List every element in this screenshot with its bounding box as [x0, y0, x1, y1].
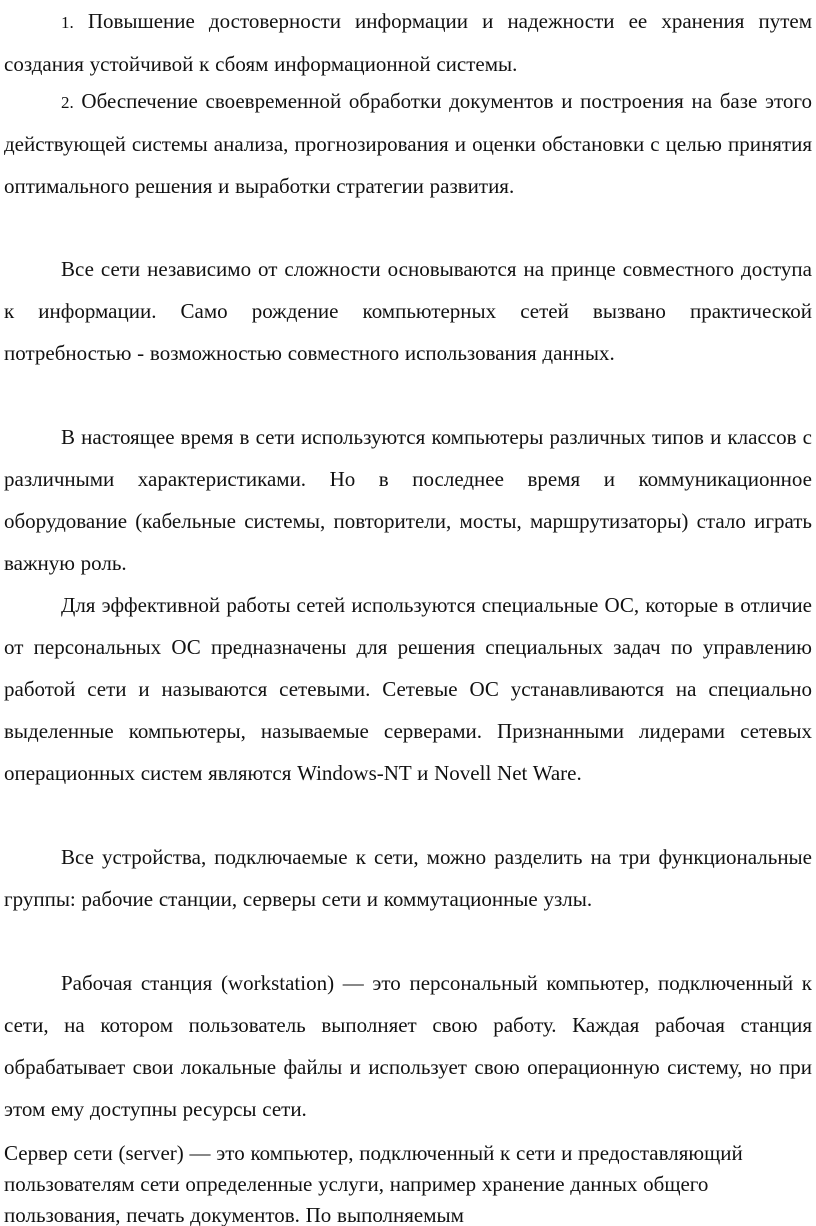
paragraph-computer-types: В настоящее время в сети используются компьютеры различных типов и классов с различными характеристиками. Но в последнее время и коммуникационное оборудование (кабельные системы, повторители, мосты, маршрутизаторы) стало играть важную роль. — [4, 425, 812, 575]
paragraph-text: Повышение достоверности информации и надежности ее хранения путем создания устойчивой к сбоям информационной системы. — [4, 9, 812, 76]
paragraph-network-os: Для эффективной работы сетей используются специальные ОС, которые в отличие от персональных ОС предназначены для решения специальных задач по управлению работой сети и называются сетевыми. Сетевые ОС устанавливаются на специально выделенные компьютеры, называемые серверами. Признанными лидерами сетевых операционных систем являются Windows-NT и Novell Net Ware. — [4, 593, 812, 785]
list-item-2 — [4, 81, 812, 208]
list-number: 2. — [61, 93, 74, 112]
paragraph-device-groups: Все устройства, подключаемые к сети, можно разделить на три функциональные группы: рабочие станции, серверы сети и коммутационные узлы. — [4, 845, 812, 911]
paragraph-text: Обеспечение своевременной обработки документов и построения на базе этого действующей системы анализа, прогнозирования и оценки обстановки с целью принятия оптимального решения и выработки стратегии развития. — [4, 89, 812, 198]
paragraph-server: Сервер сети (server) — это компьютер, подключенный к сети и предоставляющий пользователям сети определенные услуги, например хранение данных общего пользования, печать документов. По выполняемым — [4, 1141, 743, 1226]
paragraph-workstation: Рабочая станция (workstation) — это персональный компьютер, подключенный к сети, на котором пользователь выполняет свою работу. Каждая рабочая станция обрабатывает свои локальные файлы и использует свою операционную систему, но при этом ему доступны ресурсы сети. — [4, 971, 812, 1121]
list-item-1 — [4, 1, 812, 86]
paragraph-shared-access: Все сети независимо от сложности основываются на принце совместного доступа к информации. Само рождение компьютерных сетей вызвано практической потребностью - возможностью совместного использования данных. — [4, 257, 812, 365]
list-number: 1. — [61, 13, 74, 32]
